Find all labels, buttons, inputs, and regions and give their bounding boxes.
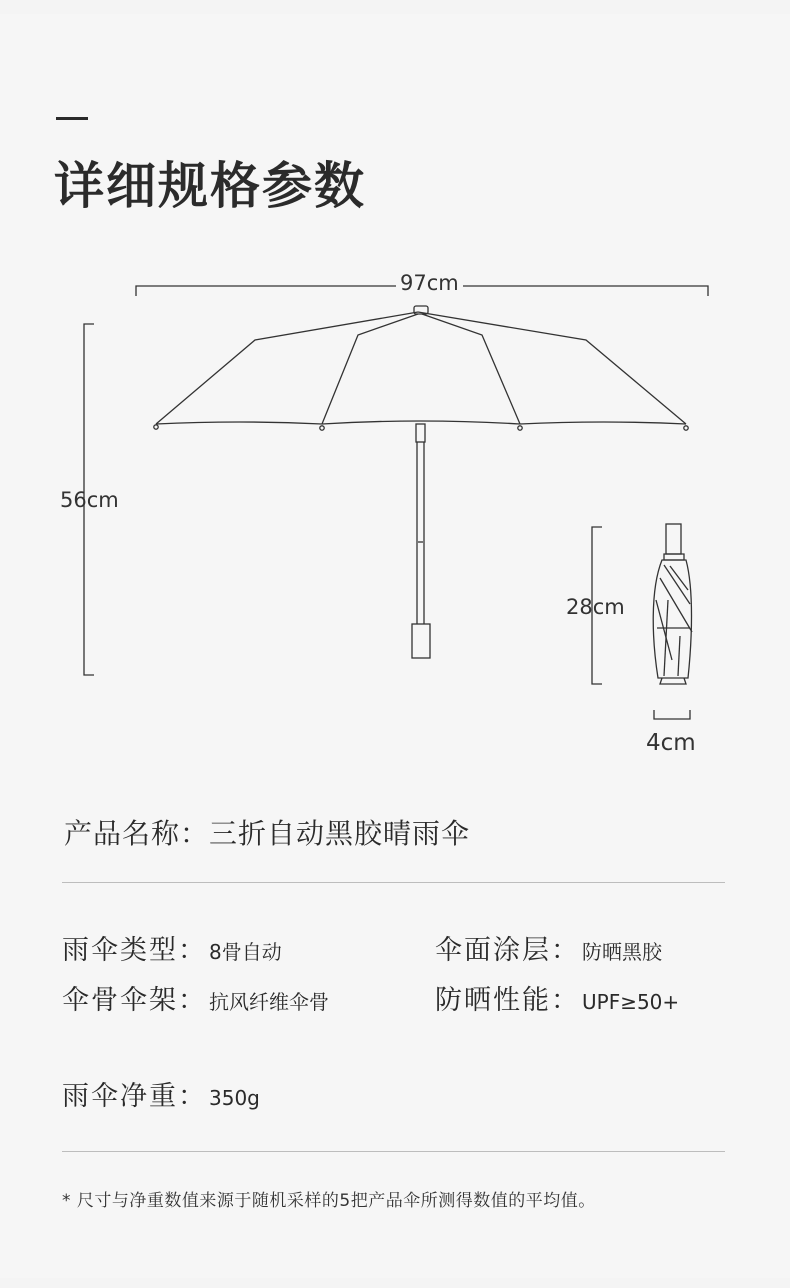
spec-value: 防晒黑胶: [582, 940, 662, 964]
width-label: 97cm: [396, 271, 463, 295]
spec-key: 防晒性能：: [435, 985, 580, 1016]
product-name: 产品名称：三折自动黑胶晴雨伞: [64, 817, 471, 850]
spec-key: 雨伞净重：: [62, 1081, 207, 1112]
spec-weight: [62, 1074, 260, 1113]
spec-key: 伞骨伞架：: [62, 985, 207, 1016]
height-label: 56cm: [60, 488, 119, 512]
folded-width-dimension-line: [654, 710, 690, 719]
spec-value: 8骨自动: [209, 940, 282, 964]
spec-frame: [62, 978, 329, 1017]
spec-value: 抗风纤维伞骨: [209, 990, 329, 1014]
spec-value: 350g: [209, 1086, 260, 1110]
divider-top: [62, 882, 725, 883]
folded-umbrella-icon: [653, 524, 692, 684]
folded-length-label: 28cm: [566, 595, 625, 619]
spec-coating: [435, 928, 662, 967]
spec-key: 伞面涂层：: [435, 935, 580, 966]
folded-width-label: 4cm: [646, 730, 696, 756]
spec-value: UPF≥50+: [582, 990, 680, 1014]
footnote: * 尺寸与净重数值来源于随机采样的5把产品伞所测得数值的平均值。: [62, 1191, 596, 1211]
spec-umbrella-type: [62, 928, 282, 967]
spec-key: 雨伞类型：: [62, 935, 207, 966]
page-title: 详细规格参数: [54, 157, 366, 215]
spec-uv-protection: [435, 978, 679, 1017]
divider-bottom: [62, 1151, 725, 1152]
